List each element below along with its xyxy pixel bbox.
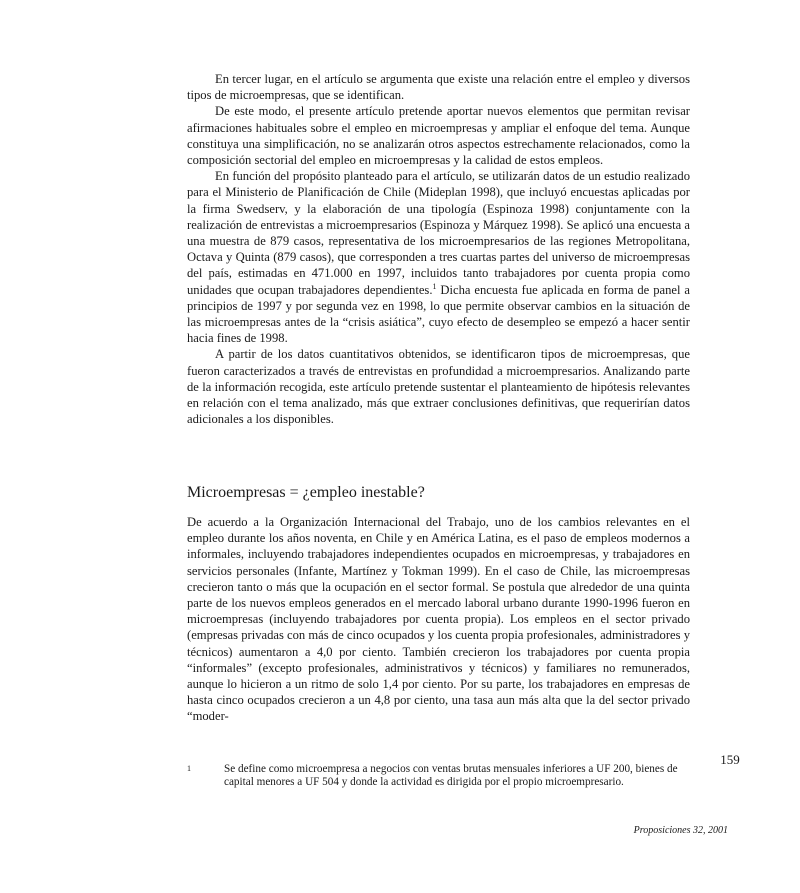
- paragraph: A partir de los datos cuantitativos obtenidos, se identificaron tipos de microempresas, que fueron caracterizados a través de entrevistas en profundidad a microempresarios. Analizando parte de la información recogida, este artículo pretende sustentar el planteamiento de hipótesis relevantes en relación con el tema analizado, más que extraer conclusiones definitivas, que requerirían datos adicionales a los disponibles.: [187, 347, 690, 427]
- section-heading: Microempresas = ¿empleo inestable?: [187, 484, 425, 501]
- paragraph: En tercer lugar, en el artículo se argumenta que existe una relación entre el empleo y diversos tipos de microempresas, que se identifican.: [187, 72, 690, 103]
- paragraph: [187, 168, 690, 346]
- paragraph-text: Dicha encuesta fue aplicada en forma de panel a principios de 1997 y por segunda vez en 1998, lo que permite observar cambios en la situación de las microempresas antes de la “crisis asiática”, cuyo efecto de desempleo se empezó a hacer sentir hacia fines de 1998.: [187, 282, 690, 346]
- section-text: [187, 514, 690, 725]
- paragraph: De acuerdo a la Organización Internacional del Trabajo, uno de los cambios relevantes en el empleo durante los años noventa, en Chile y en América Latina, es el paso de empleos modernos a informales, incluyendo trabajadores independientes ocupados en microempresas, y trabajadores en servicios personales (Infante, Martínez y Tokman 1999). En el caso de Chile, las microempresas crecieron tanto o más que la ocupación en el sector formal. Se postula que alrededor de una quinta parte de los nuevos empleos generados en el mercado laboral urbano durante 1990-1996 fueron en microempresas (incluyendo trabajadores por cuenta propia). Los empleos en el sector privado (empresas privadas con más de cinco ocupados y los cuenta propia profesionales, administradores y técnicos) aumentaron a 4,0 por ciento. También crecieron los trabajadores por cuenta propia “informales” (excepto profesionales, administrativos y técnicos) y familiares no remunerados, aunque lo hicieron a un ritmo de solo 1,4 por ciento. Por su parte, los trabajadores en empresas de hasta cinco ocupados crecieron a un 4,8 por ciento, una tasa aun más alta que la del sector privado “moder-: [187, 515, 690, 724]
- footnote-reference[interactable]: 1: [432, 281, 437, 291]
- page-number: 159: [720, 752, 740, 767]
- footnote: [187, 763, 690, 789]
- intro-text: [187, 71, 690, 427]
- footnote-text: Se define como microempresa a negocios con ventas brutas mensuales inferiores a UF 200, bienes de capital menores a UF 504 y donde la actividad es dirigida por el propio microempresario.: [224, 763, 678, 788]
- paragraph-text: En función del propósito planteado para el artículo, se utilizarán datos de un estudio realizado para el Ministerio de Planificación de Chile (Mideplan 1998), que incluyó encuestas aplicadas por la firma Swedserv, y la elaboración de una tipología (Espinoza 1998) conjuntamente con la realización de entrevistas a microempresarios (Espinoza y Márquez 1998). Se aplicó una encuesta a una muestra de 879 casos, representativa de los microempresarios de las regiones Metropolitana, Octava y Quinta (879 casos), que corresponden a tres cuartas partes del universo de microempresas del país, estimadas en 471.000 en 1997, incluidos tanto trabajadores por cuenta propia como unidades que ocupan trabajadores dependientes.: [187, 169, 690, 297]
- journal-reference: Proposiciones 32, 2001: [633, 825, 728, 836]
- paragraph: De este modo, el presente artículo pretende aportar nuevos elementos que permitan revisar afirmaciones habituales sobre el empleo en microempresas y ampliar el enfoque del tema. Aunque constituya una simplificación, no se analizarán otros aspectos estrechamente relacionados, como la composición sectorial del empleo en microempresas y la calidad de estos empleos.: [187, 104, 690, 168]
- footnote-mark: 1: [187, 764, 191, 773]
